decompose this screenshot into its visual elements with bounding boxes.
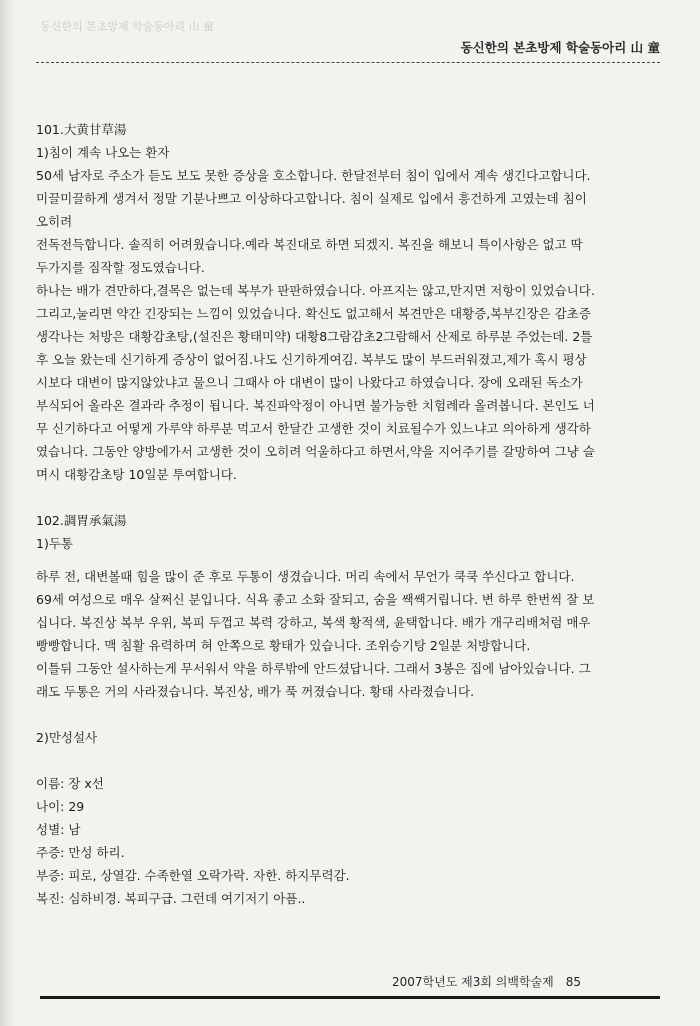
field-row: 이름: 장 x선: [36, 776, 104, 791]
running-header: 동신한의 본초방제 학술동아리 山 童: [460, 40, 660, 55]
spacer: [36, 486, 596, 509]
field-label: 주증: [36, 845, 61, 860]
paragraph: 하나는 배가 견만하다,결목은 없는데 복부가 판판하였습니다. 아프지는 않고,만지면 저항이 있었습니다. 그리고,눌리면 약간 긴장되는 느낌이 있었습니다. 확신도 없고해서 복견만은 대황증,복부긴장은 감초증 생각나는 처방은 대황감초탕,(설진은 황태미약) 대황8그람감초2그람해서 산제로 하루분 주었는데. 2틀후 오늘 왔는데 신기하게 증상이 없어짐.나도 신기하게여김. 복부도 많이 부드러워졌고,제가 혹시 평상시보다 대변이 많지않았냐고 물으니 그때사 아 대변이 많이 나왔다고 하였습니다. 장에 오래된 독소가 부식되어 올라온 결과라 추정이 됩니다. 복진파악정이 아니면 불가능한 치험례라 올려봅니다. 본인도 너무 신기하다고 어떻게 가루약 하루분 먹고서 한달간 고생한 것이 치료될수가 있느냐고 의아하게 생각하였습니다. 그동안 양방에가서 고생한 것이 오히려 억울하다고 하면서,약을 지어주기를 갈망하여 그냥 슬며시 대황감초탕 10일분 투여합니다.: [36, 283, 595, 482]
field-label: 성별: [36, 822, 61, 837]
page-edge: [0, 0, 14, 1026]
field-row: 나이: 29: [36, 799, 85, 814]
section-title: 101.大黄甘草湯: [36, 122, 127, 137]
field-value: 29: [68, 799, 85, 814]
paragraph: 이틀뒤 그동안 설사하는게 무서워서 약을 하루밖에 안드셨답니다. 그래서 3봉은 집에 남아있습니다. 그래도 두통은 거의 사라졌습니다. 복진상, 배가 푹 꺼졌습니다. 황태 사라졌습니다.: [36, 661, 591, 699]
footer-title: 2007학년도 제3회 의백학술제: [392, 975, 554, 989]
running-footer: [392, 973, 581, 990]
header-dashed-rule: [36, 62, 660, 63]
page-number: 85: [565, 975, 582, 989]
field-label: 부증: [36, 868, 61, 883]
spacer: [36, 555, 596, 565]
field-value: 남: [68, 822, 81, 837]
section-title: 102.調胃承氣湯: [36, 513, 127, 528]
case-subtitle: 1)두통: [36, 536, 73, 551]
field-value: 피로, 상열감. 수족한열 오락가락. 자한. 하지무력감.: [68, 868, 350, 883]
paragraph: 69세 여성으로 매우 살쩌신 분입니다. 식욕 좋고 소화 잘되고, 숨을 쌕쌕거립니다. 변 하루 한번씩 잘 보십니다. 복진상 복부 우위, 복피 두껍고 복력 강하고, 복색 황적색, 윤택합니다. 배가 개구리배처럼 매우 빵빵합니다. 맥 침활 유력하며 혀 안쪽으로 황태가 있습니다. 조위승기탕 2일분 처방합니다.: [36, 592, 595, 653]
field-row: 부증: 피로, 상열감. 수족한열 오락가락. 자한. 하지무력감.: [36, 868, 350, 883]
case-subtitle: 1)침이 계속 나오는 환자: [36, 145, 170, 160]
case-subtitle: 2)만성설사: [36, 730, 98, 745]
field-label: 복진: [36, 891, 61, 906]
spacer: [36, 749, 596, 772]
footer-rule: [40, 996, 660, 999]
field-label: 나이: [36, 799, 61, 814]
paragraph: 50세 남자로 주소가 듣도 보도 못한 증상을 호소합니다. 한달전부터 침이 입에서 계속 생긴다고합니다.: [36, 168, 591, 183]
field-value: 장 x선: [68, 776, 104, 791]
spacer: [36, 703, 596, 726]
paragraph: 전독전득합니다. 솔직히 어려웠습니다.예라 복진대로 하면 되겠지. 복진을 해보니 특이사항은 없고 딱 두가지를 짐작할 정도였습니다.: [36, 237, 583, 275]
paragraph: 미끌미끌하게 생겨서 정말 기분나쁘고 이상하다고합니다. 침이 실제로 입에서 흥건하게 고였는데 침이 오히려: [36, 191, 587, 229]
field-value: 심하비경. 복피구급. 그런데 여기저기 아픔..: [68, 891, 306, 906]
bleed-through-header: 동신한의 본초방제 학술동아리 山 童: [40, 20, 215, 33]
paragraph: 하루 전, 대변볼때 힘을 많이 준 후로 두통이 생겼습니다. 머리 속에서 무언가 쿡쿡 쑤신다고 합니다.: [36, 569, 575, 584]
document-body: [36, 118, 596, 910]
field-row: 성별: 남: [36, 822, 81, 837]
field-value: 만성 하리.: [68, 845, 125, 860]
field-row: 주증: 만성 하리.: [36, 845, 125, 860]
field-row: 복진: 심하비경. 복피구급. 그런데 여기저기 아픔..: [36, 891, 306, 906]
field-label: 이름: [36, 776, 61, 791]
